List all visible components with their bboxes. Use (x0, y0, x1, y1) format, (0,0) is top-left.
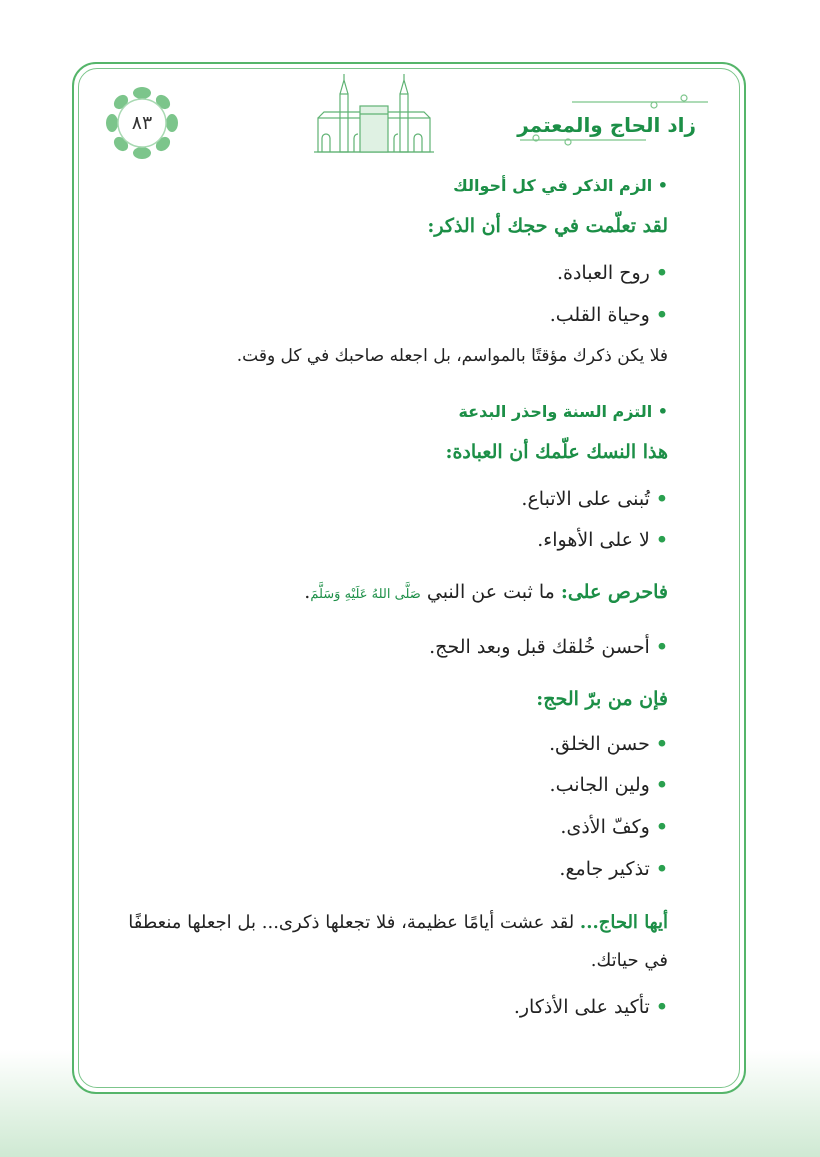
honorific-phrase: صَلَّى اللهُ عَلَيْهِ وَسَلَّمَ (310, 587, 421, 602)
paragraph-closing: أيها الحاج... لقد عشت أيامًا عظيمة، فلا تجعلها ذكرى... بل اجعلها منعطفًا في حياتك. (128, 912, 668, 971)
page-number: ٨٣ (131, 112, 153, 134)
list-item: •روح العبادة. (556, 262, 668, 284)
paragraph-remembrance: فلا يكن ذكرك مؤقتًا بالمواسم، بل اجعله صاحبك في كل وقت. (236, 346, 668, 366)
list-item: •أحسن خُلقك قبل وبعد الحج. (429, 636, 668, 658)
list-item: •وكفّ الأذى. (560, 816, 668, 838)
list-item: •وحياة القلب. (549, 304, 668, 326)
heading-remembrance: لقد تعلّمت في حجك أن الذكر: (427, 215, 668, 237)
list-item: •تُبنى على الاتباع. (521, 488, 668, 510)
list-item: •تذكير جامع. (559, 858, 668, 880)
paragraph-sunnah: فاحرص على: ما ثبت عن النبي صَلَّى اللهُ عَلَيْهِ وَسَلَّمَ. (304, 581, 668, 603)
book-title: زاد الحاج والمعتمر (517, 113, 696, 137)
kaaba-mosque-icon (314, 74, 434, 154)
heading-sunnah: هذا النسك علّمك أن العبادة: (445, 441, 668, 463)
section-title-remembrance: • الزم الذكر في كل أحوالك (453, 176, 668, 195)
list-item: •لا على الأهواء. (537, 529, 668, 551)
heading-hajj-righteousness: فإن من برّ الحج: (536, 688, 668, 710)
list-item: •تأكيد على الأذكار. (513, 996, 668, 1018)
list-item: •حسن الخلق. (549, 733, 668, 755)
section-title-sunnah: • التزم السنة واحذر البدعة (458, 402, 668, 421)
list-item: •ولين الجانب. (549, 774, 668, 796)
